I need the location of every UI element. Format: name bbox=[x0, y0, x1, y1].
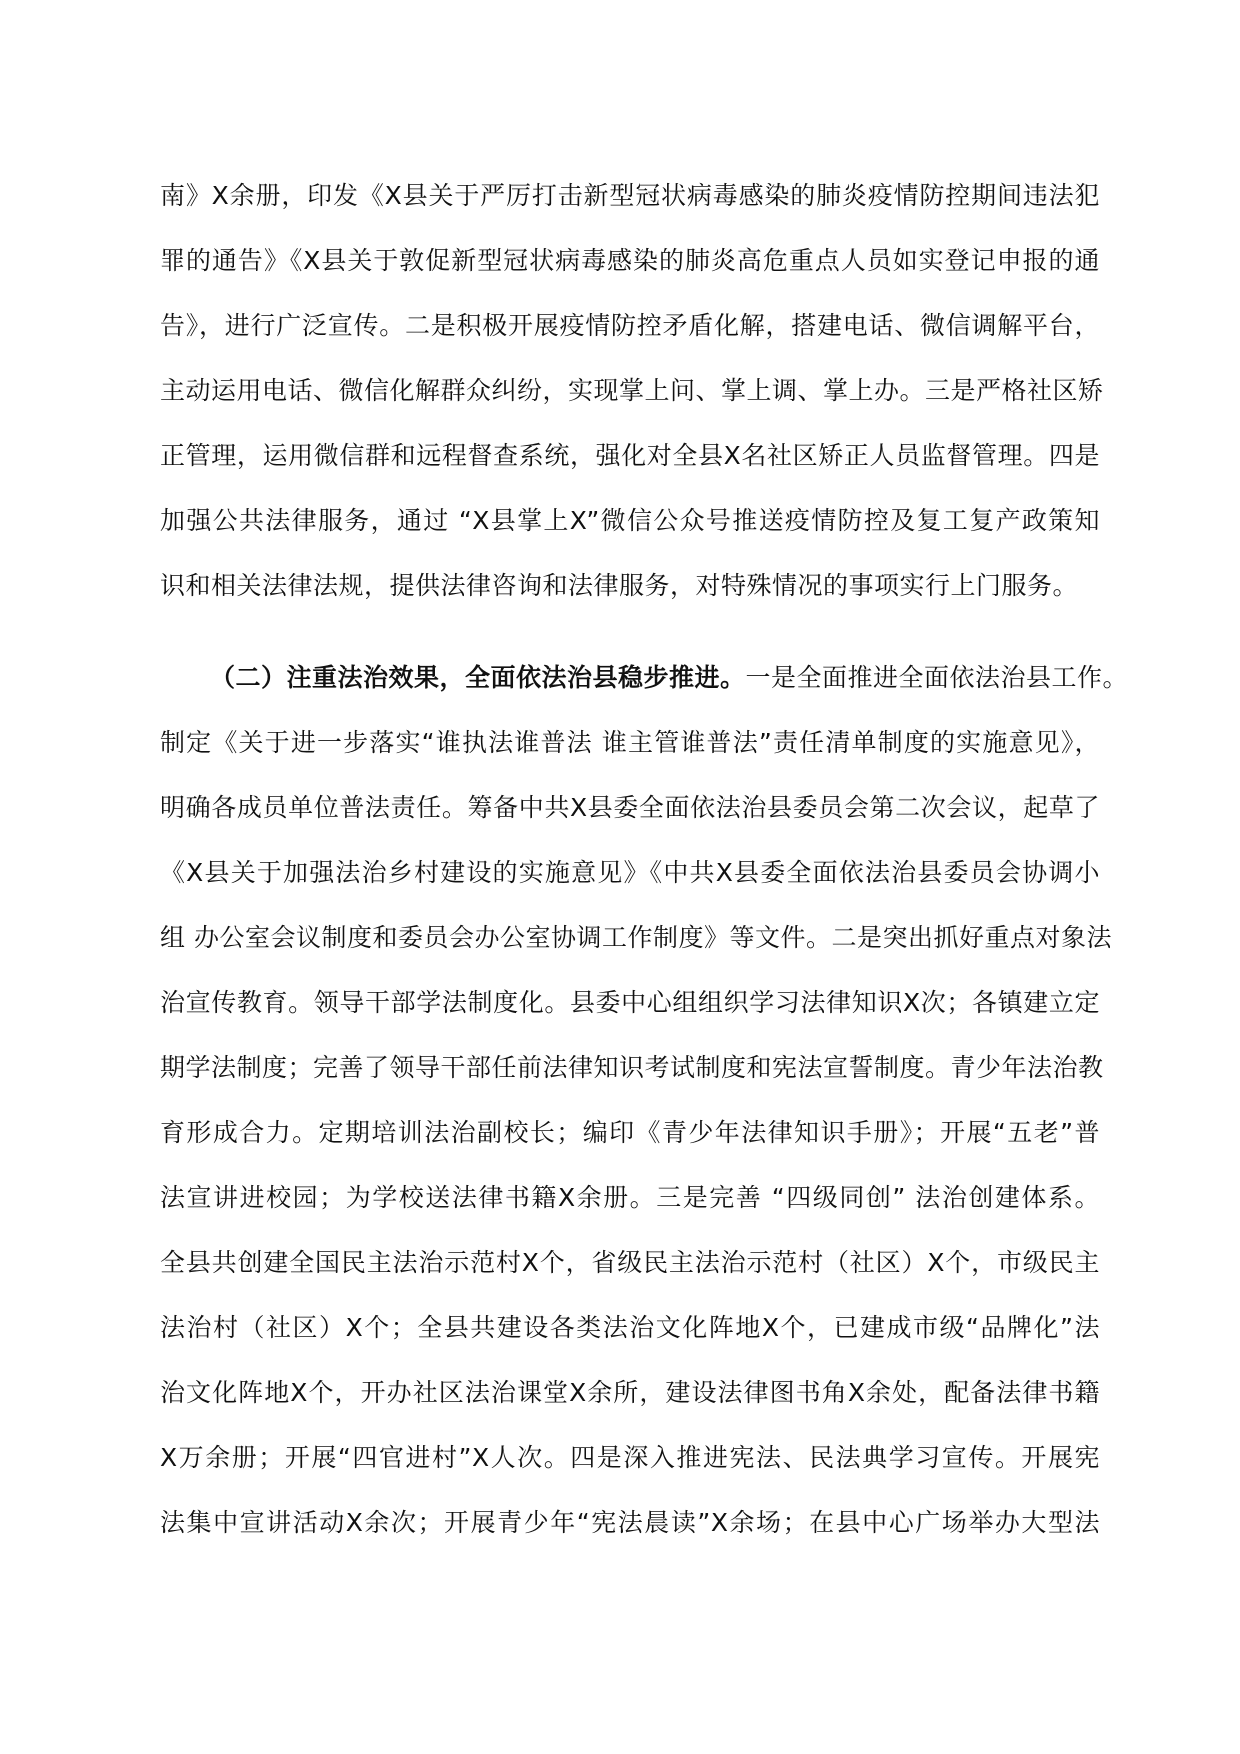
text-line: 治文化阵地X个，开办社区法治课堂X余所，建设法律图书角X余处，配备法律书籍 bbox=[160, 1378, 1100, 1407]
text-run: 一是全面推进全面依法治县工作。 bbox=[745, 663, 1129, 692]
section-heading: （二）注重法治效果，全面依法治县稳步推进。 bbox=[210, 663, 746, 692]
text-line: 法集中宣讲活动X余次；开展青少年“宪法晨读”X余场；在县中心广场举办大型法 bbox=[160, 1508, 1100, 1537]
paragraph-2 bbox=[160, 645, 1129, 1555]
text-line: 南》X余册，印发《X县关于严厉打击新型冠状病毒感染的肺炎疫情防控期间违法犯 bbox=[160, 181, 1100, 210]
text-line: 法治村（社区）X个；全县共建设各类法治文化阵地X个，已建成市级“品牌化”法 bbox=[160, 1313, 1100, 1342]
text-line: 正管理，运用微信群和远程督查系统，强化对全县X名社区矫正人员监督管理。四是 bbox=[160, 441, 1100, 470]
paragraph-first-line bbox=[160, 645, 1129, 710]
text-line: 告》，进行广泛宣传。二是积极开展疫情防控矛盾化解，搭建电话、微信调解平台， bbox=[160, 311, 1100, 340]
text-line: 期学法制度；完善了领导干部任前法律知识考试制度和宪法宣誓制度。青少年法治教 bbox=[160, 1053, 1104, 1082]
text-line: 法宣讲进校园；为学校送法律书籍X余册。三是完善 “四级同创” 法治创建体系。 bbox=[160, 1183, 1100, 1212]
text-line: 制定《关于进一步落实“谁执法谁普法 谁主管谁普法”责任清单制度的实施意见》， bbox=[160, 728, 1100, 757]
text-line: X万余册；开展“四官进村”X人次。四是深入推进宪法、民法典学习宣传。开展宪 bbox=[160, 1443, 1100, 1472]
text-line: 罪的通告》《X县关于敦促新型冠状病毒感染的肺炎高危重点人员如实登记申报的通 bbox=[160, 246, 1100, 275]
paragraph-1 bbox=[160, 163, 1104, 618]
text-line: 《X县关于加强法治乡村建设的实施意见》《中共X县委全面依法治县委员会协调小 bbox=[160, 858, 1100, 887]
text-line: 组 办公室会议制度和委员会办公室协调工作制度》等文件。二是突出抓好重点对象法 bbox=[160, 923, 1112, 952]
text-line: 识和相关法律法规，提供法律咨询和法律服务，对特殊情况的事项实行上门服务。 bbox=[160, 571, 1079, 600]
text-line: 明确各成员单位普法责任。筹备中共X县委全面依法治县委员会第二次会议，起草了 bbox=[160, 793, 1100, 822]
text-line: 主动运用电话、微信化解群众纠纷，实现掌上问、掌上调、掌上办。三是严格社区矫 bbox=[160, 376, 1104, 405]
text-line: 全县共创建全国民主法治示范村X个，省级民主法治示范村（社区）X个，市级民主 bbox=[160, 1248, 1100, 1277]
text-line: 育形成合力。定期培训法治副校长；编印《青少年法律知识手册》；开展“五老”普 bbox=[160, 1118, 1100, 1147]
text-line: 加强公共法律服务，通过 “X县掌上X”微信公众号推送疫情防控及复工复产政策知 bbox=[160, 506, 1100, 535]
text-line: 治宣传教育。领导干部学法制度化。县委中心组组织学习法律知识X次；各镇建立定 bbox=[160, 988, 1100, 1017]
